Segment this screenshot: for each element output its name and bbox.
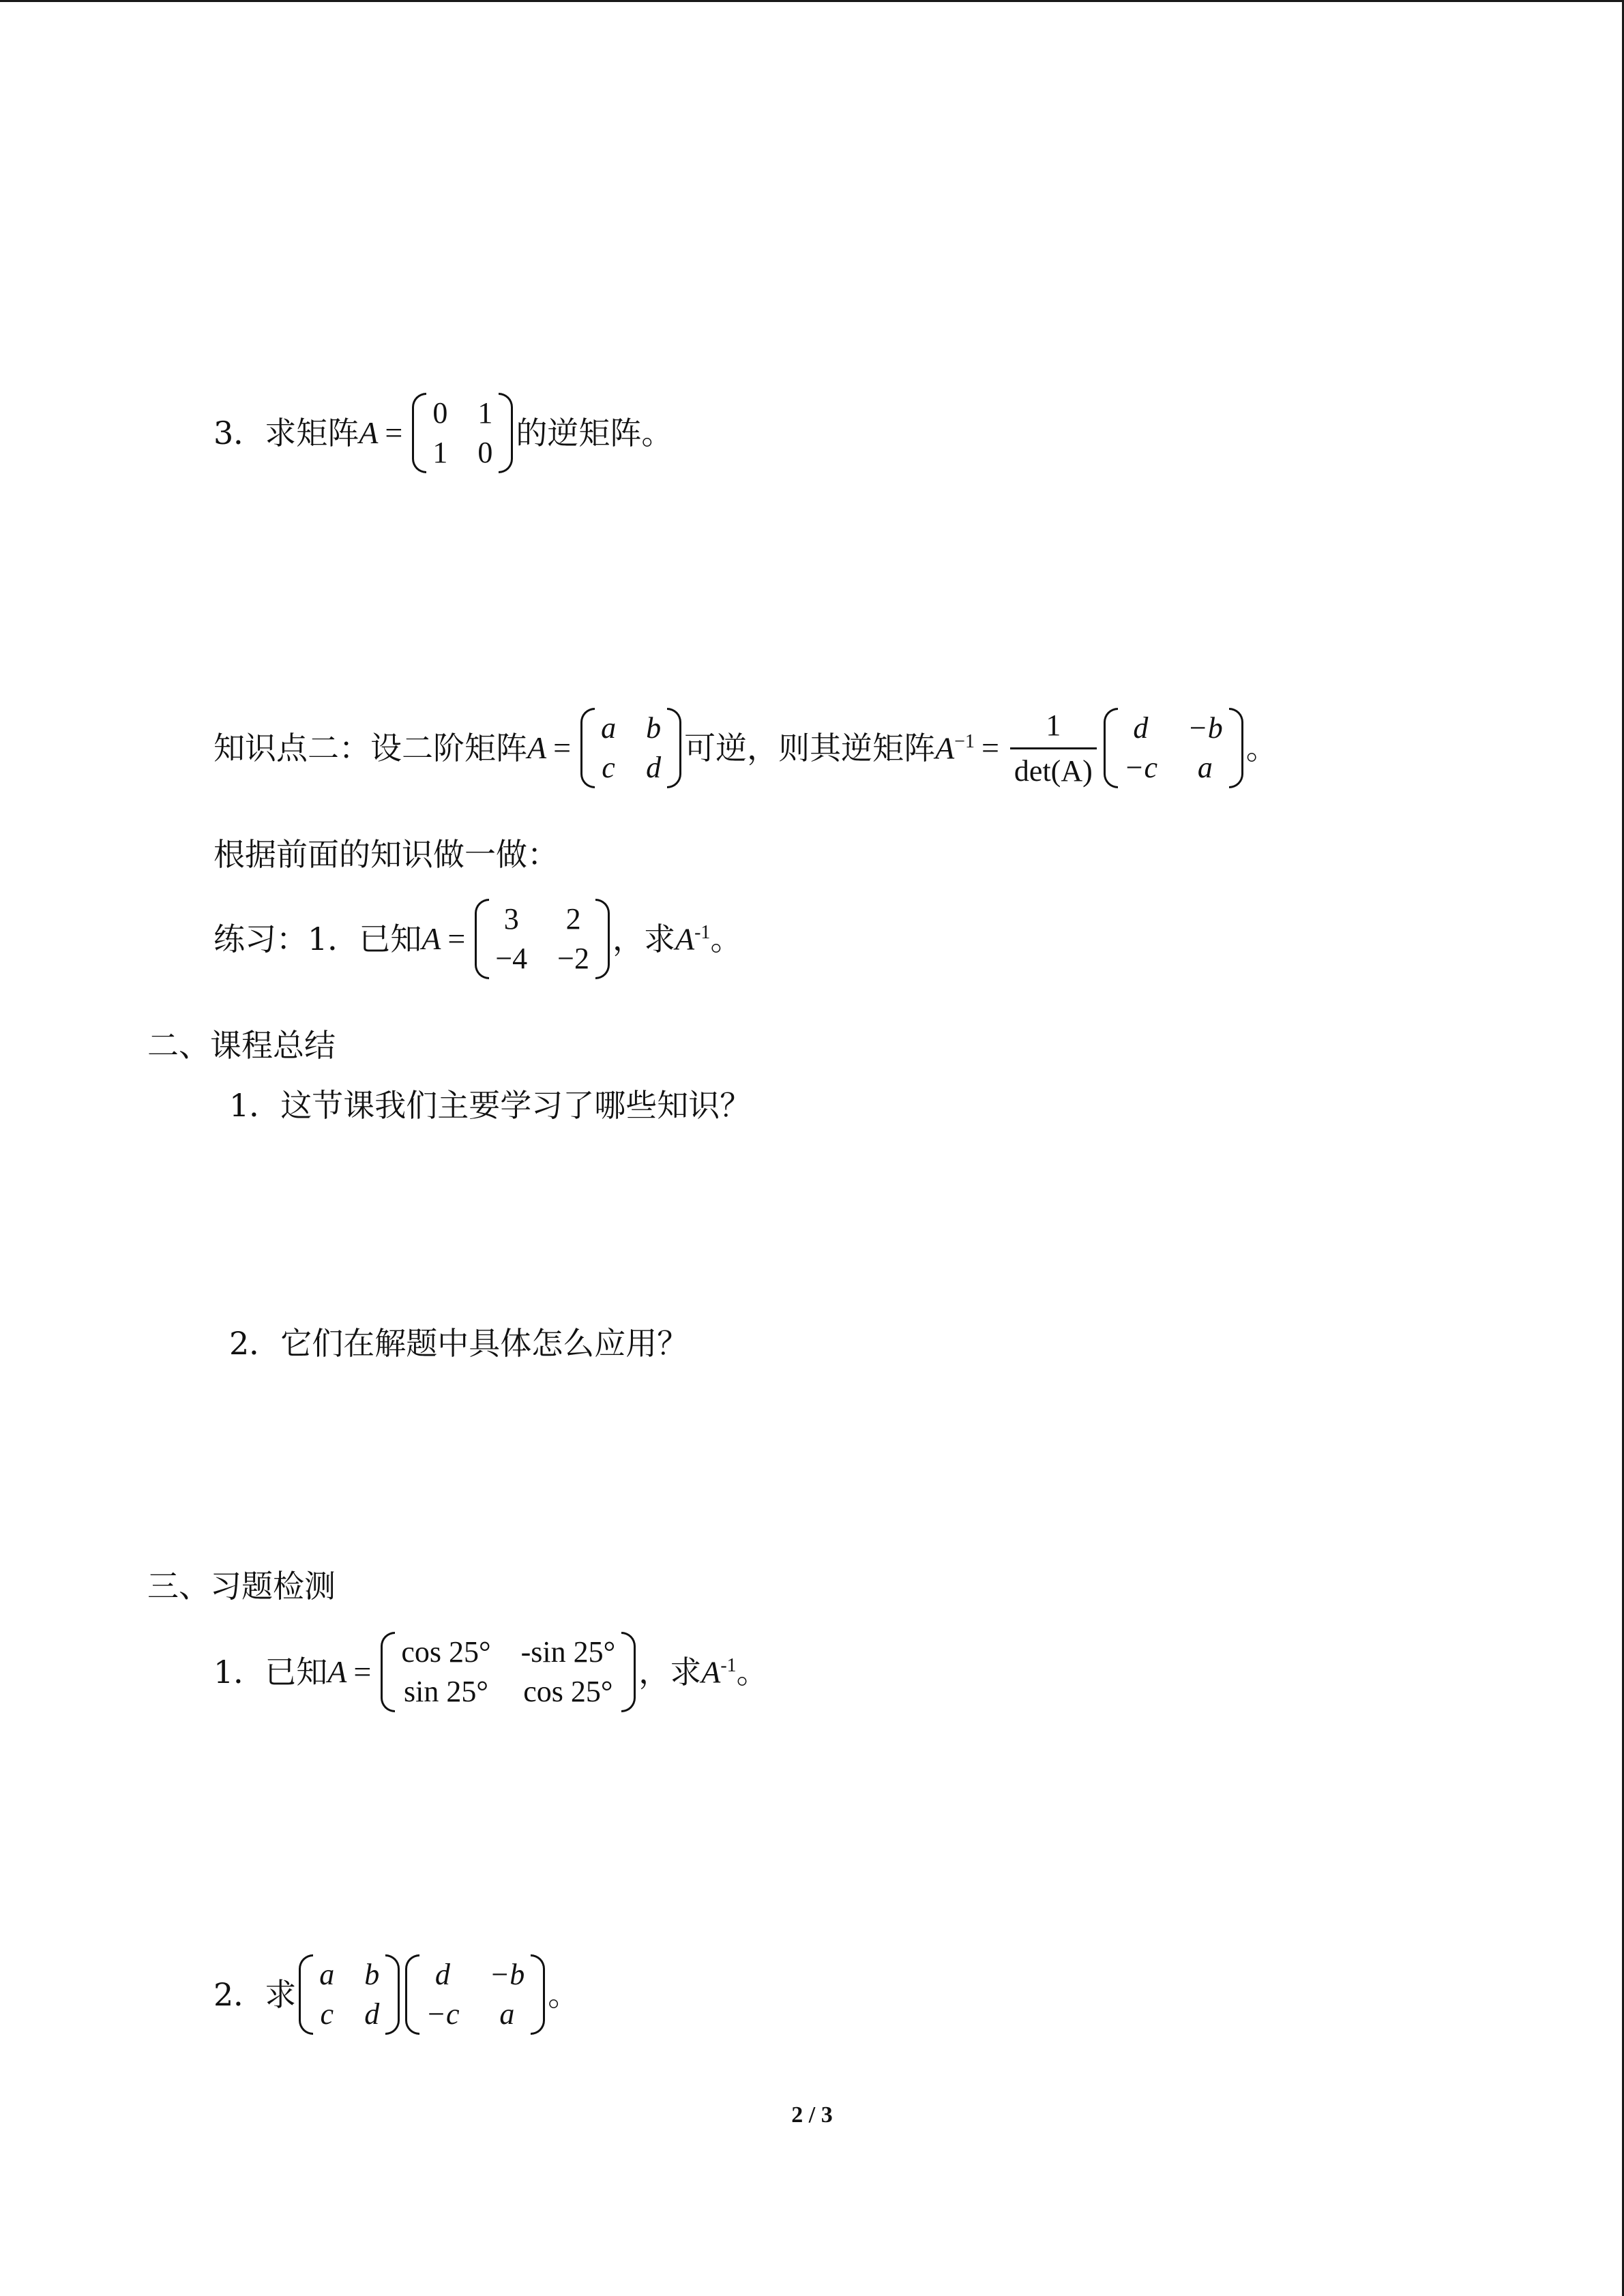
test-problem-2-prefix: 2．求	[213, 1976, 297, 2013]
test-problem-2-suffix: 。	[548, 1976, 580, 2013]
knowledge-2-matrix	[580, 709, 681, 787]
section-3-heading	[147, 1568, 336, 1605]
test-problem-2-matrix-1	[299, 1956, 400, 2033]
matrix-entry: d	[364, 1997, 380, 2031]
knowledge-2-prefix: 知识点二：设二阶矩阵	[213, 730, 527, 766]
test-problem-1-prefix: 1．已知	[213, 1654, 328, 1690]
matrix-entry: b	[646, 711, 662, 745]
problem-3-prefix: 3．求矩阵	[213, 415, 359, 451]
summary-question-1-text: 1．这节课我们主要学习了哪些知识？	[229, 1087, 752, 1124]
test-problem-2-matrix-2	[405, 1956, 545, 2033]
matrix-entry: 0	[432, 396, 448, 430]
matrix-entry: sin 25°	[403, 1675, 488, 1708]
matrix-entry: −b	[489, 1958, 525, 1991]
summary-question-2-text: 2．它们在解题中具体怎么应用？	[229, 1325, 689, 1362]
test-problem-1-suffix: 。	[736, 1654, 768, 1690]
page-number: 2 / 3	[791, 2102, 833, 2128]
problem-3	[213, 394, 673, 472]
matrix-entry: a	[1197, 751, 1213, 784]
matrix-entry: c	[602, 751, 615, 784]
summary-question-2	[229, 1325, 689, 1362]
test-problem-1-var: A	[327, 1654, 347, 1689]
fraction-denominator: det(A)	[1010, 747, 1097, 786]
matrix-entry: -sin 25°	[520, 1635, 616, 1669]
section-2-heading	[147, 1027, 336, 1064]
matrix-entry: cos 25°	[523, 1675, 613, 1708]
matrix-entry: cos 25°	[401, 1635, 491, 1669]
knowledge-point-2	[213, 709, 1278, 787]
matrix-entry: a	[499, 1997, 515, 2031]
test-problem-1-eq: =	[353, 1654, 372, 1689]
exercise-1-var: A	[422, 921, 441, 956]
problem-3-var: A	[359, 415, 379, 450]
matrix-entry: −b	[1187, 711, 1223, 745]
inverse-var-letter: A	[935, 730, 955, 766]
knowledge-2-inverse-var	[935, 732, 975, 764]
knowledge-2-adjugate-matrix	[1104, 709, 1243, 787]
matrix-entry: −4	[495, 942, 528, 975]
matrix-entry: −c	[426, 1997, 460, 2031]
matrix-entry: a	[601, 711, 617, 745]
exercise-1-suffix: 。	[710, 921, 742, 957]
knowledge-2-eq2: =	[981, 730, 999, 765]
exercise-1-matrix	[475, 900, 610, 978]
target-letter: A	[701, 1654, 721, 1690]
matrix-entry: 3	[503, 902, 519, 936]
knowledge-2-eq: =	[553, 730, 572, 765]
section-2-heading-text: 二、课程总结	[147, 1027, 336, 1064]
exercise-1-mid: ，求	[612, 921, 675, 957]
target-letter: A	[675, 921, 695, 957]
test-problem-1	[213, 1633, 768, 1711]
matrix-entry: 0	[477, 436, 493, 469]
exercise-1-target	[675, 923, 710, 955]
matrix-entry: c	[320, 1997, 334, 2031]
problem-3-suffix: 的逆矩阵。	[516, 415, 673, 451]
test-problem-1-mid: ，求	[638, 1654, 702, 1690]
test-problem-2	[213, 1956, 579, 2033]
exercise-1-prefix: 练习：1．已知	[213, 921, 422, 957]
practice-intro	[213, 836, 559, 873]
test-problem-1-target	[701, 1656, 736, 1688]
rotation-matrix	[381, 1633, 636, 1711]
knowledge-2-middle: 可逆，则其逆矩阵	[684, 730, 936, 766]
summary-question-1	[229, 1087, 752, 1124]
target-superscript: -1	[694, 921, 711, 943]
matrix-entry: d	[646, 751, 662, 784]
problem-3-eq: =	[385, 415, 403, 450]
practice-intro-text: 根据前面的知识做一做：	[213, 836, 559, 873]
matrix-entry: −c	[1123, 751, 1157, 784]
matrix-entry: −2	[557, 942, 589, 975]
matrix-entry: a	[319, 1958, 335, 1991]
inverse-superscript: −1	[954, 730, 975, 752]
matrix-entry: 1	[477, 396, 493, 430]
fraction-numerator: 1	[1046, 708, 1061, 742]
problem-3-matrix	[412, 394, 513, 472]
exercise-1	[213, 900, 741, 978]
page-top-border	[0, 0, 1624, 2]
knowledge-2-suffix: 。	[1245, 730, 1278, 766]
knowledge-2-var: A	[527, 730, 547, 765]
exercise-1-eq: =	[447, 921, 466, 956]
matrix-entry: b	[364, 1958, 380, 1991]
matrix-entry: d	[434, 1958, 450, 1991]
matrix-entry: 1	[432, 436, 448, 469]
matrix-entry: 2	[565, 902, 581, 936]
section-3-heading-text: 三、习题检测	[147, 1568, 336, 1605]
inverse-fraction	[1010, 708, 1097, 788]
target-superscript: -1	[720, 1654, 737, 1676]
matrix-entry: d	[1133, 711, 1149, 745]
